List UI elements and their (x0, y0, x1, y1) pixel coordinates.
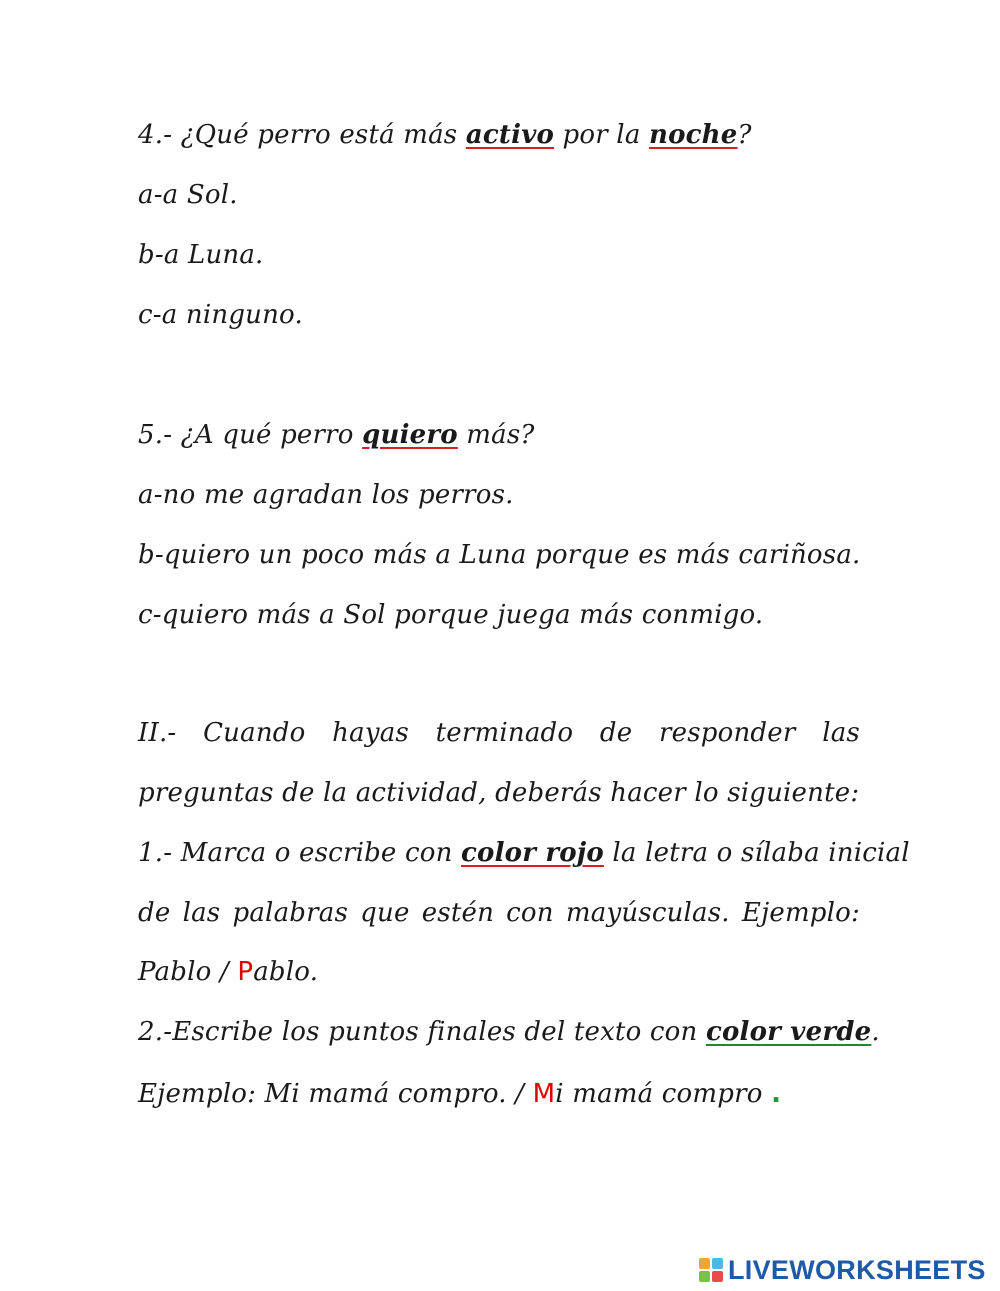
section2-intro-line2: preguntas de la actividad, deberás hacer lo siguiente: (138, 778, 860, 808)
keyword-color-rojo: color rojo (461, 838, 604, 868)
brand-name: LIVEWORKSHEETS (728, 1254, 986, 1285)
question-4: 4.- ¿Qué perro está más activo por la noche? (138, 120, 752, 150)
keyword-activo: activo (465, 120, 555, 150)
keyword-color-verde: color verde (705, 1017, 872, 1047)
keyword-noche: noche (648, 120, 738, 150)
q5-option-c[interactable]: c-quiero más a Sol porque juega más conmigo. (138, 600, 764, 630)
q5-option-b[interactable]: b-quiero un poco más a Luna porque es más cariñosa. (138, 540, 861, 570)
red-capital-letter: P (237, 957, 254, 987)
instruction-1-line2: de las palabras que estén con mayúsculas. Ejemplo: (138, 898, 860, 928)
q4-option-b[interactable]: b-a Luna. (138, 240, 264, 270)
liveworksheets-logo-icon (698, 1257, 724, 1283)
q4-option-a[interactable]: a-a Sol. (138, 180, 238, 210)
section2-intro-line1: II.- Cuando hayas terminado de responder las (138, 718, 860, 748)
liveworksheets-logo (698, 1255, 986, 1285)
q4-option-c[interactable]: c-a ninguno. (138, 300, 303, 330)
instruction-1-example: Pablo / Pablo. (138, 957, 319, 987)
instruction-1: 1.- Marca o escribe con color rojo la letra o sílaba inicial (138, 838, 910, 868)
keyword-quiero: quiero (362, 420, 458, 450)
red-capital-letter: M (532, 1079, 556, 1109)
question-5: 5.- ¿A qué perro quiero más? (138, 420, 535, 450)
instruction-2-example: Ejemplo: Mi mamá compro. / Mi mamá compro . (138, 1079, 782, 1109)
green-period: . (771, 1079, 782, 1109)
q5-option-a[interactable]: a-no me agradan los perros. (138, 480, 514, 510)
instruction-2: 2.-Escribe los puntos finales del texto con color verde. (138, 1017, 880, 1047)
